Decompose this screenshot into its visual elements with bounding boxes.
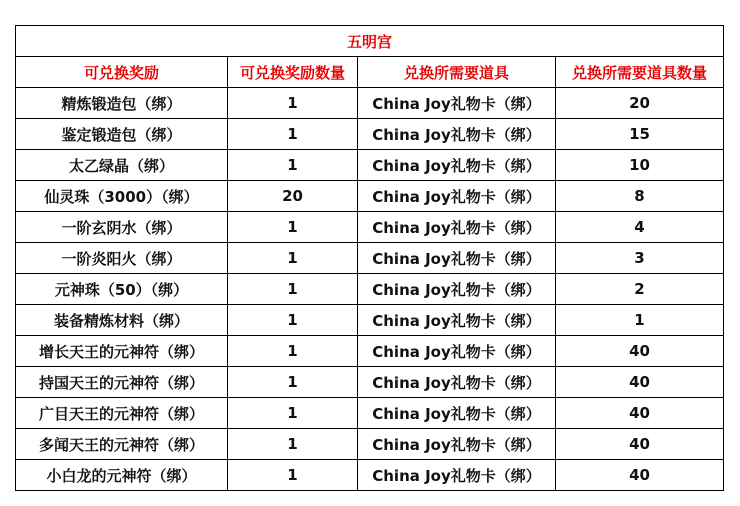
item-cell: China Joy礼物卡（绑） bbox=[358, 305, 556, 336]
table-row bbox=[16, 429, 724, 460]
reward-qty-cell: 1 bbox=[228, 367, 358, 398]
reward-qty-cell: 1 bbox=[228, 274, 358, 305]
item-qty-cell: 3 bbox=[556, 243, 724, 274]
item-cell: China Joy礼物卡（绑） bbox=[358, 119, 556, 150]
reward-cell: 一阶玄阴水（绑） bbox=[16, 212, 228, 243]
item-cell: China Joy礼物卡（绑） bbox=[358, 398, 556, 429]
item-cell: China Joy礼物卡（绑） bbox=[358, 336, 556, 367]
table-row bbox=[16, 398, 724, 429]
table-row bbox=[16, 274, 724, 305]
reward-qty-cell: 1 bbox=[228, 429, 358, 460]
table-row bbox=[16, 181, 724, 212]
item-qty-cell: 15 bbox=[556, 119, 724, 150]
item-cell: China Joy礼物卡（绑） bbox=[358, 212, 556, 243]
item-qty-cell: 10 bbox=[556, 150, 724, 181]
reward-cell: 仙灵珠（3000）（绑） bbox=[16, 181, 228, 212]
item-qty-cell: 1 bbox=[556, 305, 724, 336]
reward-cell: 太乙绿晶（绑） bbox=[16, 150, 228, 181]
item-cell: China Joy礼物卡（绑） bbox=[358, 150, 556, 181]
reward-cell: 多闻天王的元神符（绑） bbox=[16, 429, 228, 460]
table-row bbox=[16, 460, 724, 491]
reward-qty-cell: 1 bbox=[228, 150, 358, 181]
reward-cell: 持国天王的元神符（绑） bbox=[16, 367, 228, 398]
table-body bbox=[16, 88, 724, 491]
reward-qty-cell: 1 bbox=[228, 398, 358, 429]
reward-qty-cell: 1 bbox=[228, 336, 358, 367]
exchange-table bbox=[15, 25, 724, 491]
reward-cell: 元神珠（50）（绑） bbox=[16, 274, 228, 305]
item-qty-cell: 40 bbox=[556, 429, 724, 460]
table-row bbox=[16, 150, 724, 181]
item-cell: China Joy礼物卡（绑） bbox=[358, 367, 556, 398]
column-header-item: 兑换所需要道具 bbox=[358, 57, 556, 88]
reward-cell: 一阶炎阳火（绑） bbox=[16, 243, 228, 274]
item-qty-cell: 40 bbox=[556, 336, 724, 367]
item-qty-cell: 20 bbox=[556, 88, 724, 119]
item-cell: China Joy礼物卡（绑） bbox=[358, 274, 556, 305]
column-header-reward-qty: 可兑换奖励数量 bbox=[228, 57, 358, 88]
reward-cell: 小白龙的元神符（绑） bbox=[16, 460, 228, 491]
reward-qty-cell: 1 bbox=[228, 88, 358, 119]
item-cell: China Joy礼物卡（绑） bbox=[358, 88, 556, 119]
item-cell: China Joy礼物卡（绑） bbox=[358, 429, 556, 460]
table-row bbox=[16, 305, 724, 336]
reward-qty-cell: 1 bbox=[228, 243, 358, 274]
item-cell: China Joy礼物卡（绑） bbox=[358, 181, 556, 212]
reward-cell: 装备精炼材料（绑） bbox=[16, 305, 228, 336]
table-header-row bbox=[16, 57, 724, 88]
item-cell: China Joy礼物卡（绑） bbox=[358, 243, 556, 274]
item-qty-cell: 40 bbox=[556, 398, 724, 429]
table-title: 五明宫 bbox=[16, 26, 724, 57]
column-header-item-qty: 兑换所需要道具数量 bbox=[556, 57, 724, 88]
column-header-reward: 可兑换奖励 bbox=[16, 57, 228, 88]
item-qty-cell: 8 bbox=[556, 181, 724, 212]
reward-cell: 增长天王的元神符（绑） bbox=[16, 336, 228, 367]
item-qty-cell: 40 bbox=[556, 460, 724, 491]
item-qty-cell: 40 bbox=[556, 367, 724, 398]
table-title-row bbox=[16, 26, 724, 57]
reward-qty-cell: 1 bbox=[228, 460, 358, 491]
reward-cell: 精炼锻造包（绑） bbox=[16, 88, 228, 119]
table-row bbox=[16, 212, 724, 243]
reward-qty-cell: 1 bbox=[228, 212, 358, 243]
reward-cell: 广目天王的元神符（绑） bbox=[16, 398, 228, 429]
reward-qty-cell: 1 bbox=[228, 119, 358, 150]
reward-qty-cell: 1 bbox=[228, 305, 358, 336]
exchange-table-container bbox=[15, 25, 723, 491]
item-qty-cell: 4 bbox=[556, 212, 724, 243]
item-cell: China Joy礼物卡（绑） bbox=[358, 460, 556, 491]
table-row bbox=[16, 243, 724, 274]
reward-cell: 鉴定锻造包（绑） bbox=[16, 119, 228, 150]
reward-qty-cell: 20 bbox=[228, 181, 358, 212]
table-row bbox=[16, 119, 724, 150]
item-qty-cell: 2 bbox=[556, 274, 724, 305]
table-row bbox=[16, 367, 724, 398]
table-row bbox=[16, 336, 724, 367]
table-row bbox=[16, 88, 724, 119]
